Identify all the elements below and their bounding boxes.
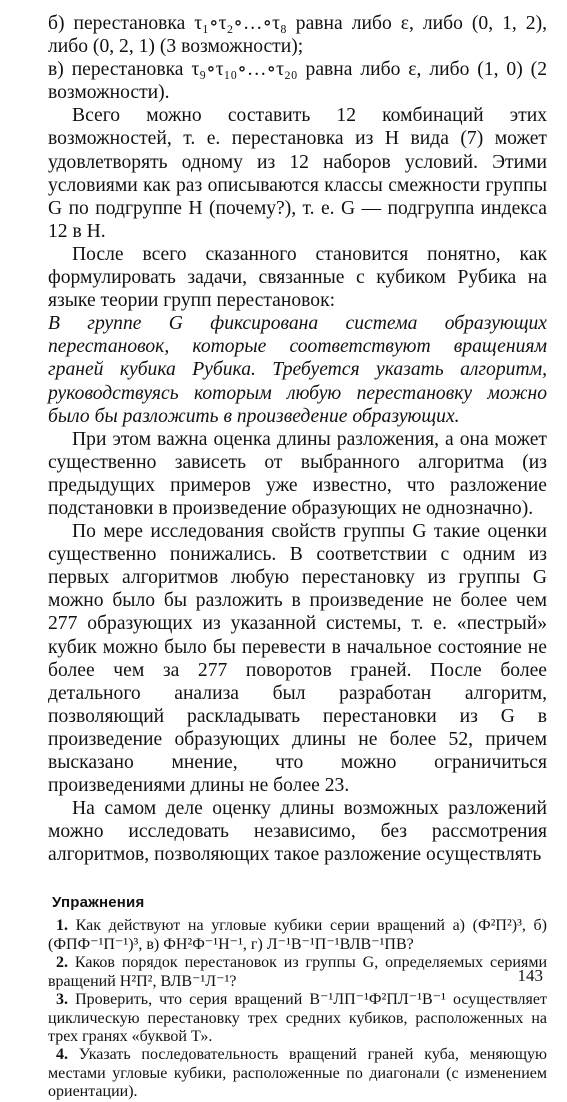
exercise-item [48,991,547,1046]
page-number: 143 [517,966,543,985]
exercise-number: 1. [56,917,68,935]
paragraph-independent: На самом деле оценку длины возможных разложений можно исследовать независимо, без рассмотрения алгоритмов, позволяющих такое разложение осуществлять [48,798,547,866]
exercise-number: 4. [56,1046,68,1064]
paragraph-v: в) перестановка τ₉∘τ₁₀∘…∘τ₂₀ равна либо ε, либо (1, 0) (2 возможности). [48,59,547,104]
paragraph-length-estimate: При этом важна оценка длины разложения, а она может существенно зависеть от выбранного алгоритма (из предыдущих примеров уже известно, что разложение подстановки в произведение образующих не однозначно). [48,428,547,519]
exercise-item [48,954,547,991]
exercise-text: Каков порядок перестановок из группы G, определяемых сериями вращений Н²П², ВЛВ⁻¹Л⁻¹? [48,954,548,990]
exercise-text: Как действуют на угловые кубики серии вращений а) (Ф²П²)³, б) (ФПФ⁻¹П⁻¹)³, в) ФН²Ф⁻¹Н⁻¹, г) Л⁻¹В⁻¹П⁻¹ВЛВ⁻¹ПВ? [48,917,547,953]
exercises-title: Упражнения [52,894,145,912]
exercise-number: 3. [56,991,68,1009]
problem-statement: В группе G фиксирована система образующих перестановок, которые соответствуют вращениям граней кубика Рубика. Требуется указать алгоритм, руководствуясь которым любую перестановку можно было бы разложить в произведение образующих. [48,313,547,427]
paragraph-research: По мере исследования свойств группы G такие оценки существенно понижались. В соответствии с одним из первых алгоритмов любую перестановку из группы G можно было бы разложить в произведение не более чем 277 образующих из указанной системы, т. е. «пестрый» кубик можно было бы перевести в начальное состояние не более чем за 277 поворотов граней. После более детального анализа был разработан алгоритм, позволяющий раскладывать перестановки из G в произведение образующих длины не более 52, причем высказано мнение, что можно ограничиться произведениями длины не более 23. [48,521,547,797]
exercise-text: Указать последовательность вращений граней куба, меняющую местами угловые кубики, расположенные по диагонали (с изменением ориентации). [48,1046,548,1101]
main-text [48,12,547,866]
paragraph-combinations: Всего можно составить 12 комбинаций этих возможностей, т. е. перестановка из H вида (7) может удовлетворять одному из 12 наборов условий. Этими условиями как раз описываются классы смежности группы G по подгруппе H (почему?), т. е. G — подгруппа индекса 12 в H. [48,105,547,242]
paragraph-b: б) перестановка τ₁∘τ₂∘…∘τ₈ равна либо ε, либо (0, 1, 2), либо (0, 2, 1) (3 возможности); [48,13,547,58]
exercise-item [48,1046,547,1101]
paragraph-formulation: После всего сказанного становится понятно, как формулировать задачи, связанные с кубиком Рубика на языке теории групп перестановок: [48,243,547,312]
exercise-item [48,917,547,954]
exercise-text: Проверить, что серия вращений В⁻¹ЛП⁻¹Ф²ПЛ⁻¹В⁻¹ осуществляет циклическую перестановку трех средних кубиков, расположенных на трех гранях «буквой Т». [48,991,547,1045]
exercises-list [48,917,547,1101]
exercise-number: 2. [56,954,68,972]
